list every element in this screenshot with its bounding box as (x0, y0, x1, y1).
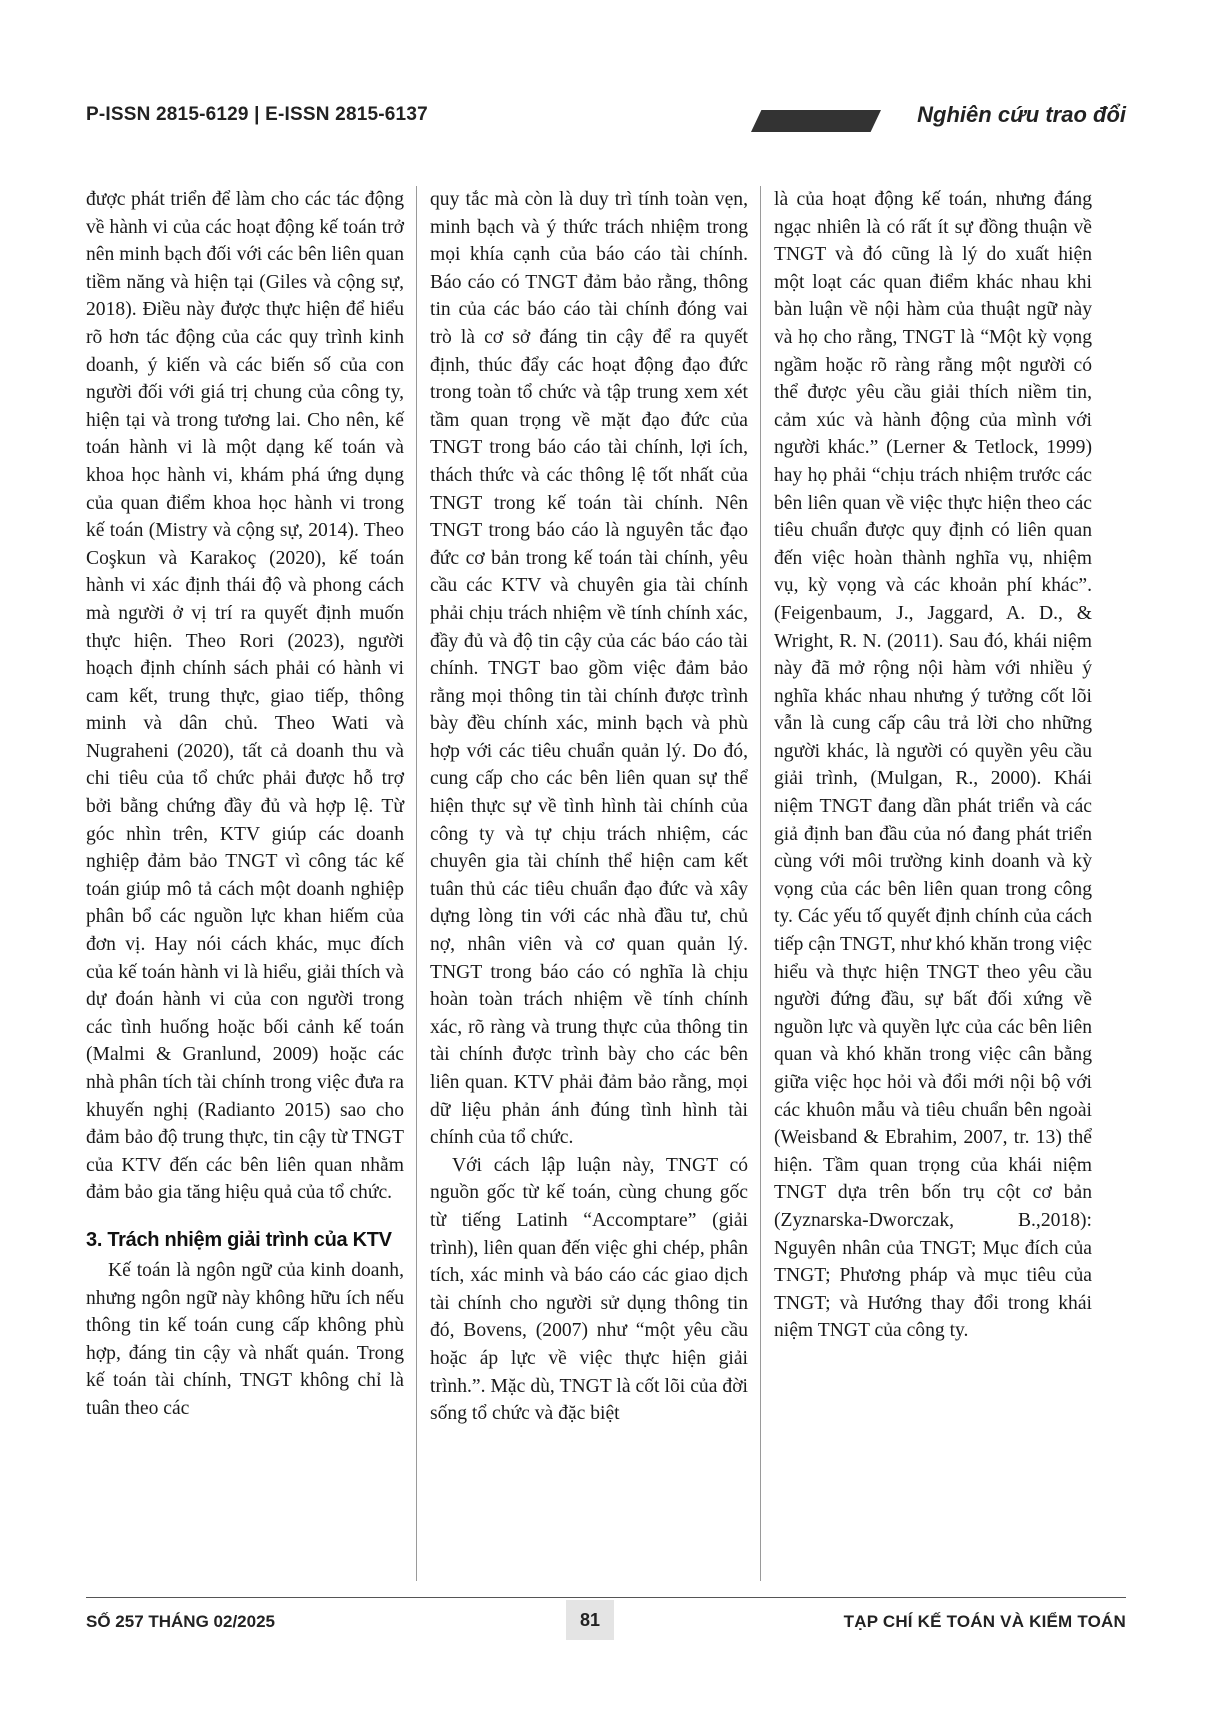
header-decorative-bar (751, 110, 881, 132)
text-column-2 (430, 186, 748, 1428)
column-divider (760, 186, 761, 1581)
journal-name: TẠP CHÍ KẾ TOÁN VÀ KIỂM TOÁN (843, 1612, 1126, 1631)
section-name: Nghiên cứu trao đổi (917, 102, 1126, 127)
issn-label: P-ISSN 2815-6129 | E-ISSN 2815-6137 (86, 104, 428, 125)
text-column-1 (86, 186, 404, 1423)
body-paragraph: Kế toán là ngôn ngữ của kinh doanh, nhưng ngôn ngữ này không hữu ích nếu thông tin kế toán cung cấp không phù hợp, đáng tin cậy và nhất quán. Trong kế toán tài chính, TNGT không chỉ là tuân theo các (86, 1259, 404, 1419)
page-number-box (566, 1600, 614, 1640)
body-paragraph: quy tắc mà còn là duy trì tính toàn vẹn, minh bạch và ý thức trách nhiệm trong mọi khía cạnh của báo cáo tài chính. Báo cáo có TNGT đảm bảo rằng, thông tin của các báo cáo tài chính đóng vai trò là cơ sở đáng tin cậy để ra quyết định, thúc đẩy các hoạt động đạo đức trong toàn tổ chức và tập trung xem xét tầm quan trọng về mặt đạo đức của TNGT trong báo cáo tài chính, lợi ích, thách thức và các thông lệ tốt nhất của TNGT trong kế toán tài chính. Nên TNGT trong báo cáo là nguyên tắc đạo đức cơ bản trong kế toán tài chính, yêu cầu các KTV và chuyên gia tài chính phải chịu trách nhiệm về tính chính xác, đầy đủ và độ tin cậy của các báo cáo tài chính. TNGT bao gồm việc đảm bảo rằng mọi thông tin tài chính được trình bày đều chính xác, minh bạch và phù hợp với các tiêu chuẩn quản lý. Do đó, cung cấp cho các bên liên quan sự thể hiện thực sự về tình hình tài chính của công ty và tự chịu trách nhiệm, các chuyên gia tài chính thể hiện cam kết tuân thủ các tiêu chuẩn đạo đức và xây dựng lòng tin với các nhà đầu tư, chủ nợ, nhân viên và cơ quan quản lý. TNGT trong báo cáo có nghĩa là chịu hoàn toàn trách nhiệm về tính chính xác, rõ ràng và trung thực của thông tin tài chính được trình bày cho các bên liên quan. KTV phải đảm bảo rằng, mọi dữ liệu phản ánh đúng tình hình tài chính của tổ chức. (430, 189, 748, 1149)
footer-divider (86, 1597, 1126, 1598)
body-paragraph: Với cách lập luận này, TNGT có nguồn gốc từ kế toán, cùng chung gốc từ tiếng Latinh “Accomptare” (giải trình), liên quan đến việc ghi chép, phân tích, xác minh và báo cáo các giao dịch tài chính cho người sử dụng thông tin đó, Bovens, (2007) như “một yêu cầu hoặc áp lực về việc thực hiện giải trình.”. Mặc dù, TNGT là cốt lõi của đời sống tổ chức và đặc biệt (430, 1154, 748, 1425)
column-divider (416, 186, 417, 1581)
page-number: 81 (579, 1610, 601, 1630)
body-paragraph: là của hoạt động kế toán, nhưng đáng ngạc nhiên là có rất ít sự đồng thuận về TNGT và đó cũng là lý do xuất hiện một loạt các quan điểm khác nhau khi bàn luận về nội hàm của thuật ngữ này và họ cho rằng, TNGT là “Một kỳ vọng ngầm hoặc rõ ràng rằng một người có thể được yêu cầu giải thích niềm tin, cảm xúc và hành động của mình với người khác.” (Lerner & Tetlock, 1999) hay họ phải “chịu trách nhiệm trước các bên liên quan về việc thực hiện theo các tiêu chuẩn được quy định có liên quan đến việc hoàn thành nghĩa vụ, nhiệm vụ, kỳ vọng và các khoản phí khác”. (Feigenbaum, J., Jaggard, A. D., & Wright, R. N. (2011). Sau đó, khái niệm này đã mở rộng nội hàm với nhiều ý nghĩa khác nhau nhưng ý tưởng cốt lõi vẫn là cung cấp câu trả lời cho những người khác, là người có quyền yêu cầu giải trình, (Mulgan, R., 2000). Khái niệm TNGT đang dần phát triển và các giả định ban đầu của nó đang phát triển cùng với môi trường kinh doanh và kỳ vọng của các bên liên quan trong công ty. Các yếu tố quyết định chính của cách tiếp cận TNGT, như khó khăn trong việc hiểu và thực hiện TNGT theo yêu cầu người đứng đầu, sự bất đối xứng về nguồn lực và quyền lực của các bên liên quan và khó khăn trong việc cân bằng giữa việc học hỏi và đổi mới nội bộ với các khuôn mẫu và tiêu chuẩn bên ngoài (Weisband & Ebrahim, 2007, tr. 13) thể hiện. Tầm quan trọng của khái niệm TNGT dựa trên bốn trụ cột cơ bản (Zyznarska-Dworczak, B.,2018): Nguyên nhân của TNGT; Mục đích của TNGT; Phương pháp và mục tiêu của TNGT; và Hướng thay đổi trong khái niệm TNGT của công ty. (774, 189, 1092, 1342)
section-heading: 3. Trách nhiệm giải trình của KTV (86, 1228, 392, 1251)
page-header (86, 100, 1126, 140)
text-column-3 (774, 186, 1092, 1345)
body-paragraph: được phát triển để làm cho các tác động về hành vi của các hoạt động kế toán trở nên minh bạch đối với các bên liên quan tiềm năng và hiện tại (Giles và cộng sự, 2018). Điều này được thực hiện để hiểu rõ hơn tác động của các quy trình kinh doanh, ý kiến và các biến số của con người đối với giá trị chung của công ty, hiện tại và trong tương lai. Cho nên, kế toán hành vi là một dạng kế toán và khoa học hành vi, khám phá ứng dụng của quan điểm khoa học hành vi trong kế toán (Mistry và cộng sự, 2014). Theo Coşkun và Karakoç (2020), kế toán hành vi xác định thái độ và phong cách mà người ở vị trí ra quyết định muốn thực hiện. Theo Rori (2023), người hoạch định chính sách phải có hành vi cam kết, trung thực, giao tiếp, thông minh và dân chủ. Theo Wati và Nugraheni (2020), tất cả doanh thu và chi tiêu của tổ chức phải được hỗ trợ bởi bằng chứng đầy đủ và hợp lệ. Từ góc nhìn trên, KTV giúp các doanh nghiệp đảm bảo TNGT vì công tác kế toán giúp mô tả cách một doanh nghiệp phân bổ các nguồn lực khan hiếm của đơn vị. Hay nói cách khác, mục đích của kế toán hành vi là hiểu, giải thích và dự đoán hành vi của con người trong các tình huống hoặc bối cảnh kế toán (Malmi & Granlund, 2009) hoặc các nhà phân tích tài chính trong việc đưa ra khuyến nghị (Radianto 2015) sao cho đảm bảo độ trung thực, tin cậy từ TNGT của KTV đến các bên liên quan nhằm đảm bảo gia tăng hiệu quả của tổ chức. (86, 189, 404, 1204)
issue-label: SỐ 257 THÁNG 02/2025 (86, 1612, 275, 1631)
